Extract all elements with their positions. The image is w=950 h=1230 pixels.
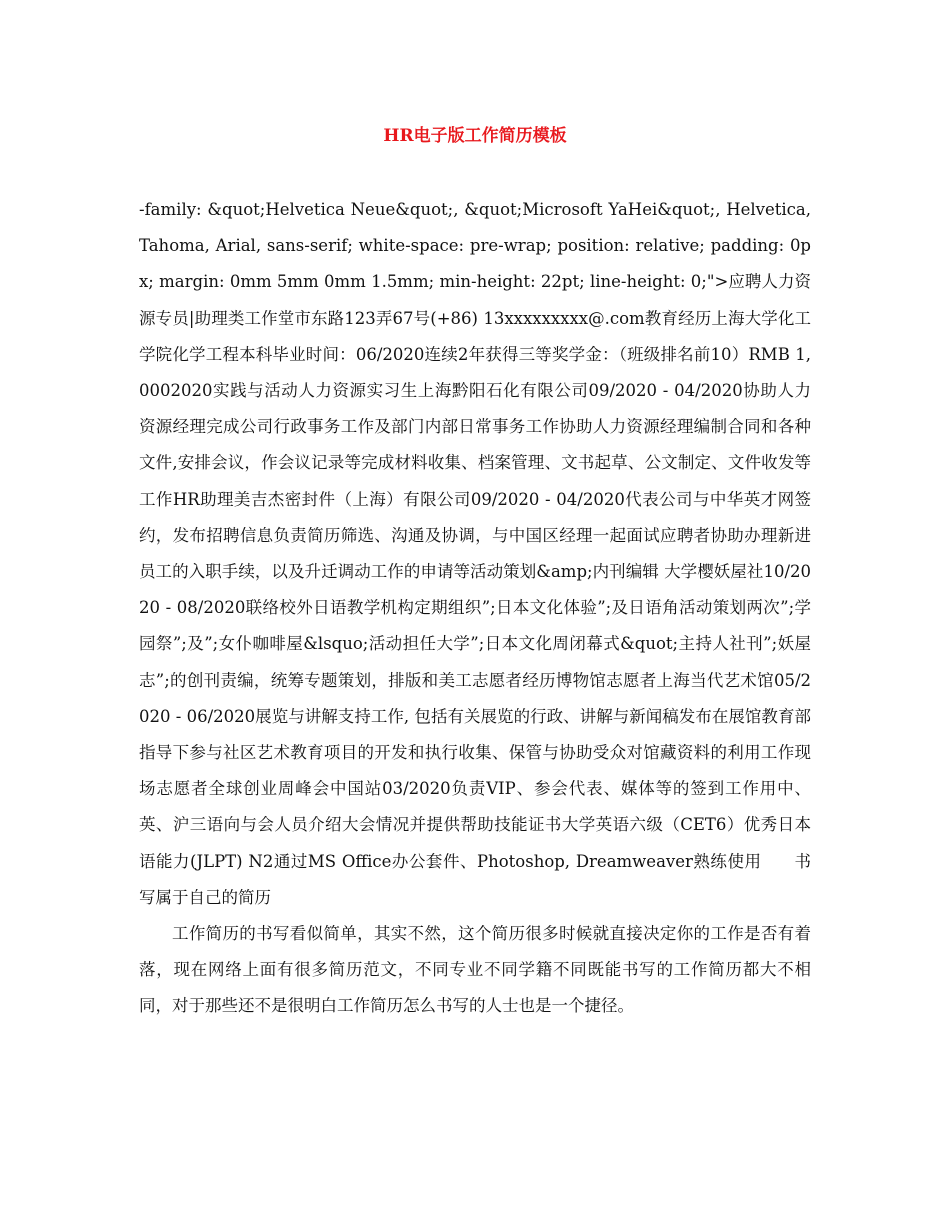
section-subtitle: 书写属于自己的简历: [139, 851, 811, 907]
document-body: [139, 192, 811, 1025]
closing-paragraph: 工作简历的书写看似简单，其实不然，这个简历很多时候就直接决定你的工作是否有着落，现在网络上面有很多简历范文，不同专业不同学籍不同既能书写的工作简历都大不相同，对于那些还不是很明白工作简历怎么书写的人士也是一个捷径。: [139, 924, 811, 1016]
resume-text: -family: &quot;Helvetica Neue&quot;, &quot;Microsoft YaHei&quot;, Helvetica, Tahoma, Arial, sans-serif; white-space: pre-wrap; position: relative; padding: 0px; margin: 0mm 5mm 0mm 1.5mm; min-height: 22pt; line-height: 0;">应聘人力资源专员|助理类工作堂市东路123弄67号(+86) 13xxxxxxxxx@.com教育经历上海大学化工学院化学工程本科毕业时间：06/2020连续2年获得三等奖学金：（班级排名前10）RMB 1,0002020实践与活动人力资源实习生上海黔阳石化有限公司09/2020 - 04/2020协助人力资源经理完成公司行政事务工作及部门内部日常事务工作协助人力资源经理编制合同和各种文件,安排会议，作会议记录等完成材料收集、档案管理、文书起草、公文制定、文件收发等工作HR助理美吉杰密封件（上海）有限公司09/2020 - 04/2020代表公司与中华英才网签约，发布招聘信息负责简历筛选、沟通及协调，与中国区经理一起面试应聘者协助办理新进员工的入职手续，以及升迁调动工作的申请等活动策划&amp;内刊编辑 大学樱妖屋社10/2020 - 08/2020联络校外日语教学机构定期组织”;日本文化体验”;及日语角活动策划两次”;学园祭”;及”;女仆咖啡屋&lsquo;活动担任大学”;日本文化周闭幕式&quot;主持人社刊”;妖屋志”;的创刊责编，统筹专题策划，排版和美工志愿者经历博物馆志愿者上海当代艺术馆05/2020 - 06/2020展览与讲解支持工作, 包括有关展览的行政、讲解与新闻稿发布在展馆教育部指导下参与社区艺术教育项目的开发和执行收集、保管与协助受众对馆藏资料的利用工作现场志愿者全球创业周峰会中国站03/2020负责VIP、参会代表、媒体等的签到工作用中、英、沪三语向与会人员介绍大会情况并提供帮助技能证书大学英语六级（CET6）优秀日本语能力(JLPT) N2通过MS Office办公套件、Photoshop, Dreamweaver熟练使用: [139, 200, 811, 871]
document-title: HR电子版工作简历模板: [383, 126, 567, 146]
resume-paragraph: [139, 192, 811, 916]
